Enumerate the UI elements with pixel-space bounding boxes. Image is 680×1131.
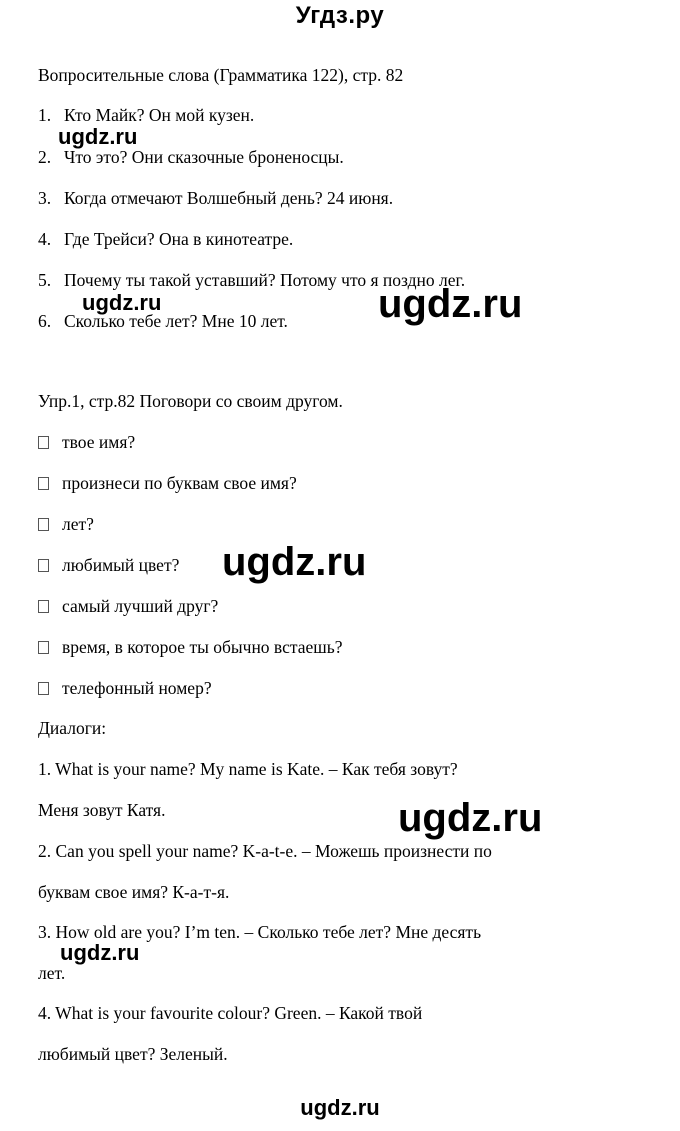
item-text: Когда отмечают Волшебный день? 24 июня.: [64, 188, 394, 208]
checkbox-square-icon: [38, 436, 49, 449]
item-number: 4.: [38, 229, 52, 249]
bullet-item: [38, 513, 94, 535]
bullet-text: лет?: [62, 514, 94, 534]
item-number: 3.: [38, 188, 52, 208]
item-text: Сколько тебе лет? Мне 10 лет.: [64, 311, 288, 331]
watermark: ugdz.ru: [82, 290, 162, 315]
dialogue-line: 2. Can you spell your name? K-a-t-e. – Можешь произнести по: [38, 841, 492, 861]
dialogue-line: Меня зовут Катя.: [38, 800, 166, 820]
dialogue-line: 3. How old are you? I’m ten. – Сколько тебе лет? Мне десять: [38, 922, 482, 942]
bullet-text: произнеси по буквам свое имя?: [62, 473, 297, 493]
item-number: 1.: [38, 105, 52, 125]
checkbox-square-icon: [38, 477, 49, 490]
watermark: ugdz.ru: [398, 796, 543, 840]
bullet-item: [38, 431, 135, 453]
list-item: [38, 228, 293, 250]
list-item: [38, 187, 393, 209]
checkbox-square-icon: [38, 682, 49, 695]
item-number: 2.: [38, 147, 52, 167]
footer-watermark[interactable]: ugdz.ru: [300, 1095, 380, 1120]
bullet-text: время, в которое ты обычно встаешь?: [62, 637, 343, 657]
bullet-text: телефонный номер?: [62, 678, 212, 698]
bullet-item: [38, 636, 342, 658]
item-text: Кто Майк? Он мой кузен.: [64, 105, 255, 125]
section-heading-question-words: Вопросительные слова (Грамматика 122), стр. 82: [38, 65, 404, 85]
bullet-item: [38, 677, 212, 699]
watermark: ugdz.ru: [58, 124, 138, 149]
watermark: ugdz.ru: [222, 540, 367, 584]
dialogues-heading: Диалоги:: [38, 718, 107, 738]
checkbox-square-icon: [38, 559, 49, 572]
bullet-text: любимый цвет?: [62, 555, 180, 575]
bullet-text: твое имя?: [62, 432, 136, 452]
checkbox-square-icon: [38, 518, 49, 531]
site-title: Угдз.ру: [295, 2, 385, 29]
dialogue-line: 4. What is your favourite colour? Green. – Какой твой: [38, 1003, 423, 1023]
checkbox-square-icon: [38, 600, 49, 613]
dialogue-line: любимый цвет? Зеленый.: [38, 1044, 228, 1064]
item-text: Что это? Они сказочные броненосцы.: [64, 147, 344, 167]
bullet-item: [38, 595, 218, 617]
item-text: Где Трейси? Она в кинотеатре.: [64, 229, 294, 249]
bullet-text: самый лучший друг?: [62, 596, 219, 616]
dialogue-line: буквам свое имя? К-а-т-я.: [38, 882, 230, 902]
watermark: ugdz.ru: [378, 282, 523, 326]
checkbox-square-icon: [38, 641, 49, 654]
dialogue-line: 1. What is your name? My name is Kate. – Как тебя зовут?: [38, 759, 458, 779]
list-item: [38, 310, 288, 332]
item-number: 5.: [38, 270, 52, 290]
watermark: ugdz.ru: [60, 940, 140, 965]
item-number: 6.: [38, 311, 52, 331]
bullet-item: [38, 472, 297, 494]
item-text: Почему ты такой уставший? Потому что я поздно лег.: [64, 270, 466, 290]
dialogue-line: лет.: [38, 963, 66, 983]
section-heading-exercise: Упр.1, стр.82 Поговори со своим другом.: [38, 391, 343, 411]
bullet-item: [38, 554, 179, 576]
list-item: [38, 104, 254, 126]
